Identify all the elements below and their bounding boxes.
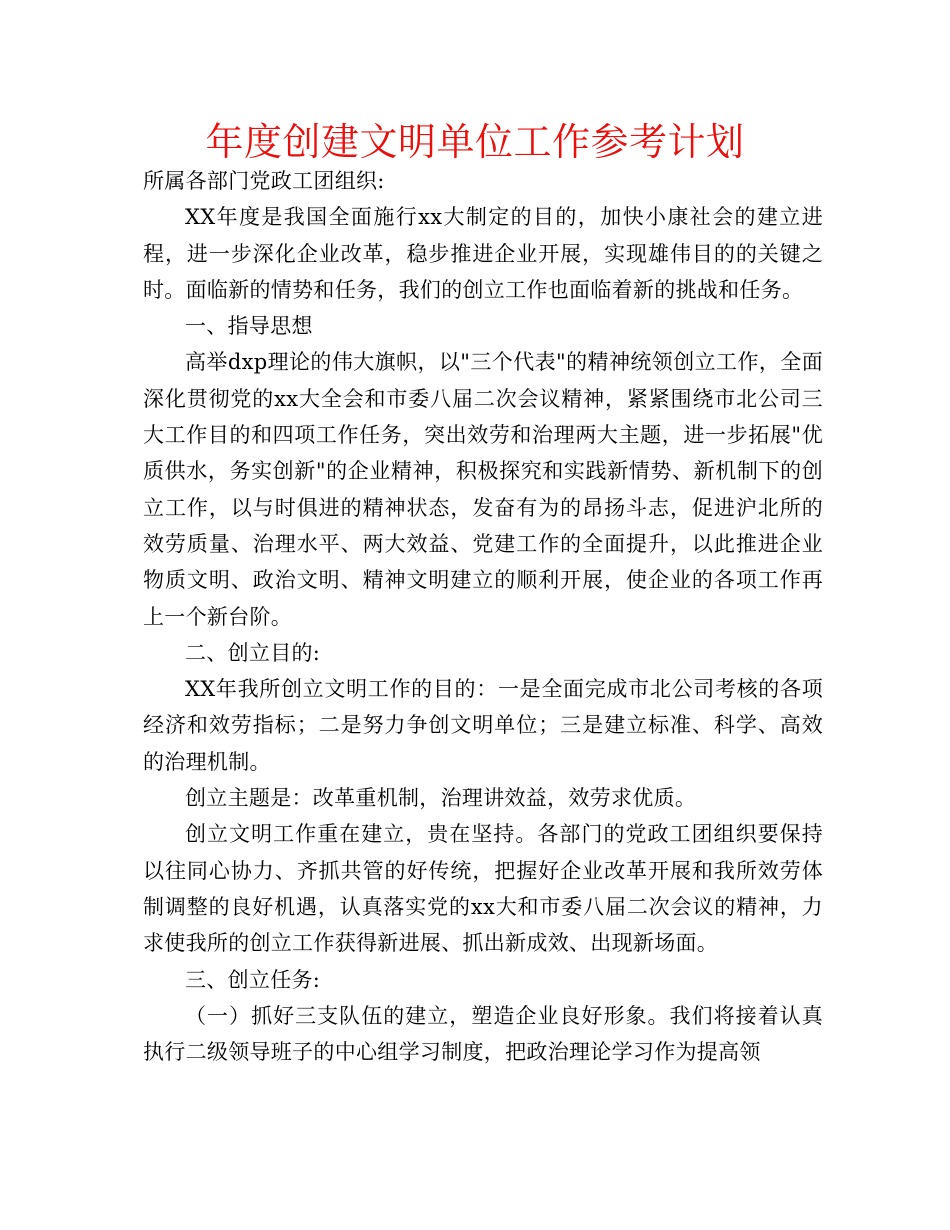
body-paragraph: 创立主题是：改革重机制，治理讲效益，效劳求优质。 [185, 786, 697, 811]
document-title: 年度创建文明单位工作参考计划 [205, 120, 745, 164]
body-paragraph: 高举dxp理论的伟大旗帜，以"三个代表"的精神统领创立工作，全面深化贯彻党的xx大全会和市委八届二次会议精神，紧紧围绕市北公司三大工作目的和四项工作任务，突出效劳和治理两大主题，进一步拓展"优质供水，务实创新"的企业精神，积极探究和实践新情势、新机制下的创立工作，以与时俱进的精神状态，发奋有为的昂扬斗志，促进沪北所的效劳质量、治理水平、两大效益、党建工作的全面提升，以此推进企业物质文明、政治文明、精神文明建立的顺利开展，使企业的各项工作再上一个新台阶。 [143, 350, 823, 629]
document-body [143, 163, 823, 1070]
body-paragraph: 二、创立目的: [185, 640, 321, 665]
body-paragraph: （一）抓好三支队伍的建立，塑造企业良好形象。我们将接着认真执行二级领导班子的中心组学习制度，把政治理论学习作为提高领 [143, 1003, 823, 1065]
body-paragraph: 创立文明工作重在建立，贵在坚持。各部门的党政工团组织要保持以往同心协力、齐抓共管的好传统，把握好企业改革开展和我所效劳体制调整的良好机遇，认真落实党的xx大和市委八届二次会议的精神，力求使我所的创立工作获得新进展、抓出新成效、出现新场面。 [143, 822, 823, 956]
body-paragraph: 所属各部门党政工团组织: [143, 169, 385, 193]
body-paragraph: 三、创立任务: [185, 967, 321, 992]
body-paragraph: XX年度是我国全面施行xx大制定的目的，加快小康社会的建立进程，进一步深化企业改革，稳步推进企业开展，实现雄伟目的的关键之时。面临新的情势和任务，我们的创立工作也面临着新的挑战和任务。 [143, 205, 823, 302]
body-paragraph: XX年我所创立文明工作的目的：一是全面完成市北公司考核的各项经济和效劳指标；二是努力争创文明单位；三是建立标准、科学、高效的治理机制。 [143, 677, 823, 774]
body-paragraph: 一、指导思想 [185, 314, 313, 339]
